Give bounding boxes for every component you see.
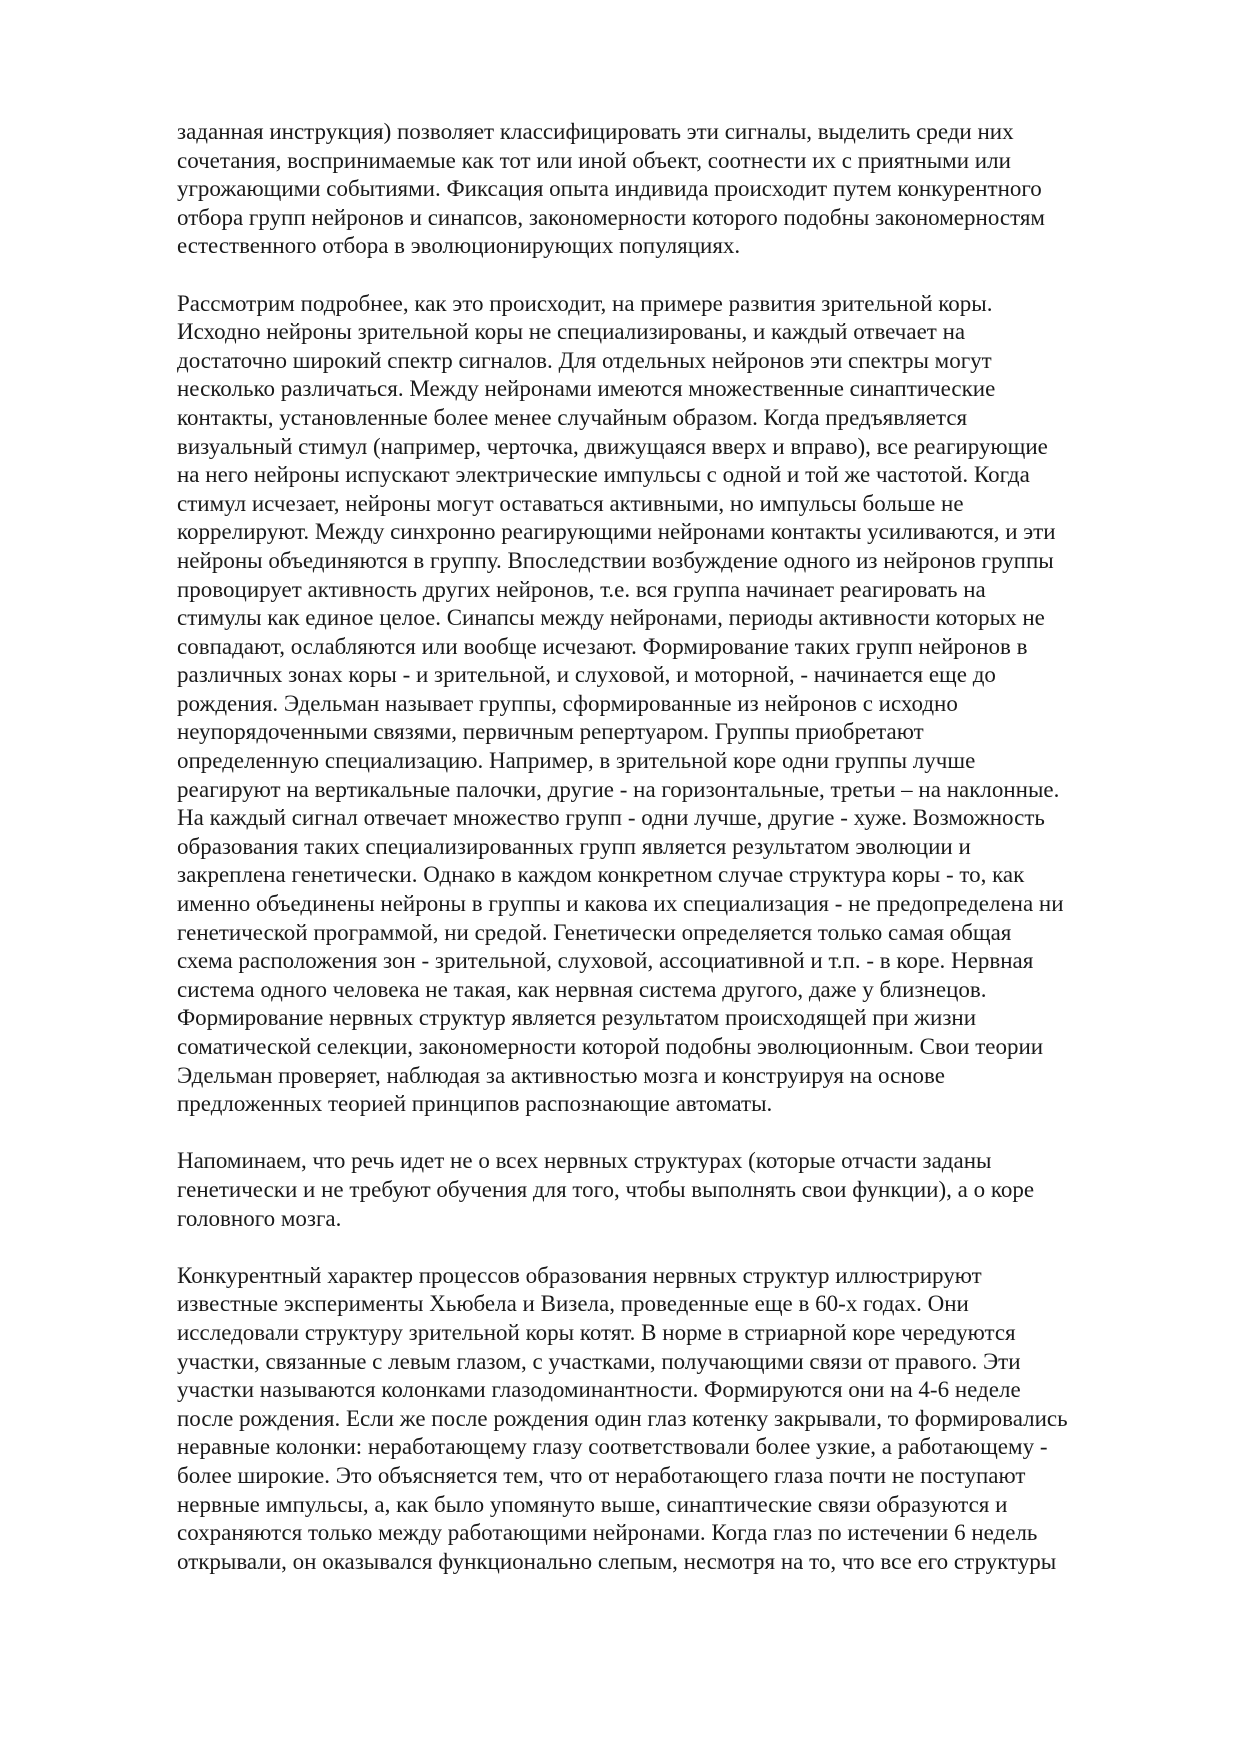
text-line: сочетания, воспринимаемые как тот или иной объект, соотнести их с приятными или [177,147,1011,173]
text-line: соматической селекции, закономерности которой подобны эволюционным. Свои теории [177,1034,1044,1059]
text-line: несколько различаться. Между нейронами имеются множественные синаптические [177,376,996,402]
text-line: участки называются колонками глазодоминантности. Формируются они на 4-6 неделе [177,1377,1021,1403]
text-line: нейроны объединяются в группу. Впоследствии возбуждение одного из нейронов группы [177,547,1054,573]
text-line: именно объединены нейроны в группы и какова их специализация - не предопределена ни [177,891,1064,917]
text-line: закреплена генетически. Однако в каждом конкретном случае структура коры - то, как [177,862,1025,888]
text-line: головного мозга. [177,1205,342,1231]
text-line: более широкие. Это объясняется тем, что от неработающего глаза почти не поступают [177,1462,1026,1488]
text-line: угрожающими событиями. Фиксация опыта индивида происходит путем конкурентного [177,176,1042,202]
document-body [177,118,1157,1605]
text-line: генетической программой, ни средой. Генетически определяется только самая общая [177,919,1012,945]
text-line: схема расположения зон - зрительной, слуховой, ассоциативной и т.п. - в коре. Нервная [177,948,1034,974]
text-line: реагируют на вертикальные палочки, другие - на горизонтальные, третьи – на наклонные. [177,776,1060,802]
text-line: достаточно широкий спектр сигналов. Для отдельных нейронов эти спектры могут [177,347,992,373]
text-line: Исходно нейроны зрительной коры не специализированы, и каждый отвечает на [177,319,966,345]
text-line: различных зонах коры - и зрительной, и слуховой, и моторной, - начинается еще до [177,662,996,688]
text-line: заданная инструкция) позволяет классифицировать эти сигналы, выделить среди них [177,119,1014,144]
paragraph-4 [177,1262,1157,1577]
text-line: Формирование нервных структур является результатом происходящей при жизни [177,1005,977,1031]
text-line: на него нейроны испускают электрические импульсы с одной и той же частотой. Когда [177,462,1030,488]
text-line: Рассмотрим подробнее, как это происходит, на примере развития зрительной коры. [177,290,993,316]
text-line: естественного отбора в эволюционирующих популяциях. [177,233,741,259]
text-line: участки, связанные с левым глазом, с участками, получающими связи от правого. Эти [177,1348,1021,1374]
text-line: Конкурентный характер процессов образования нервных структур иллюстрируют [177,1262,982,1288]
text-line: коррелируют. Между синхронно реагирующими нейронами контакты усиливаются, и эти [177,519,1056,545]
text-line: неупорядоченными связями, первичным репертуаром. Группы приобретают [177,719,924,745]
text-line: совпадают, ослабляются или вообще исчезают. Формирование таких групп нейронов в [177,633,1028,659]
paragraph-2 [177,290,1157,1119]
text-line: контакты, установленные более менее случайным образом. Когда предъявляется [177,404,968,430]
text-line: система одного человека не такая, как нервная система другого, даже у близнецов. [177,976,987,1002]
text-line: после рождения. Если же после рождения один глаз котенку закрывали, то формировались [177,1405,1068,1431]
text-line: рождения. Эдельман называет группы, сформированные из нейронов с исходно [177,690,958,716]
text-line: нервные импульсы, а, как было упомянуто выше, синаптические связи образуются и [177,1491,1008,1517]
text-line: открывали, он оказывался функционально слепым, несмотря на то, что все его структуры [177,1548,1057,1574]
text-line: стимулы как единое целое. Синапсы между нейронами, периоды активности которых не [177,605,1045,631]
text-line: предложенных теорией принципов распознающие автоматы. [177,1091,773,1117]
paragraph-1 [177,118,1157,261]
text-line: исследовали структуру зрительной коры котят. В норме в стриарной коре чередуются [177,1319,1016,1345]
text-line: известные эксперименты Хьюбела и Визела, проведенные еще в 60-х годах. Они [177,1291,969,1317]
text-line: провоцирует активность других нейронов, т.е. вся группа начинает реагировать на [177,576,986,602]
text-line: визуальный стимул (например, черточка, движущаяся вверх и вправо), все реагирующие [177,433,1048,459]
text-line: неравные колонки: неработающему глазу соответствовали более узкие, а работающему - [177,1434,1048,1460]
text-line: определенную специализацию. Например, в зрительной коре одни группы лучше [177,748,976,774]
text-line: образования таких специализированных групп является результатом эволюции и [177,833,971,859]
text-line: отбора групп нейронов и синапсов, закономерности которого подобны закономерностям [177,204,1045,230]
paragraph-3 [177,1147,1157,1233]
text-line: На каждый сигнал отвечает множество групп - одни лучше, другие - хуже. Возможность [177,805,1045,831]
text-line: генетически и не требуют обучения для того, чтобы выполнять свои функции), а о коре [177,1176,1035,1202]
text-line: сохраняются только между работающими нейронами. Когда глаз по истечении 6 недель [177,1520,1038,1546]
text-line: Напоминаем, что речь идет не о всех нервных структурах (которые отчасти заданы [177,1148,992,1174]
text-line: Эдельман проверяет, наблюдая за активностью мозга и конструируя на основе [177,1062,945,1088]
text-line: стимул исчезает, нейроны могут оставаться активными, но импульсы больше не [177,490,964,516]
